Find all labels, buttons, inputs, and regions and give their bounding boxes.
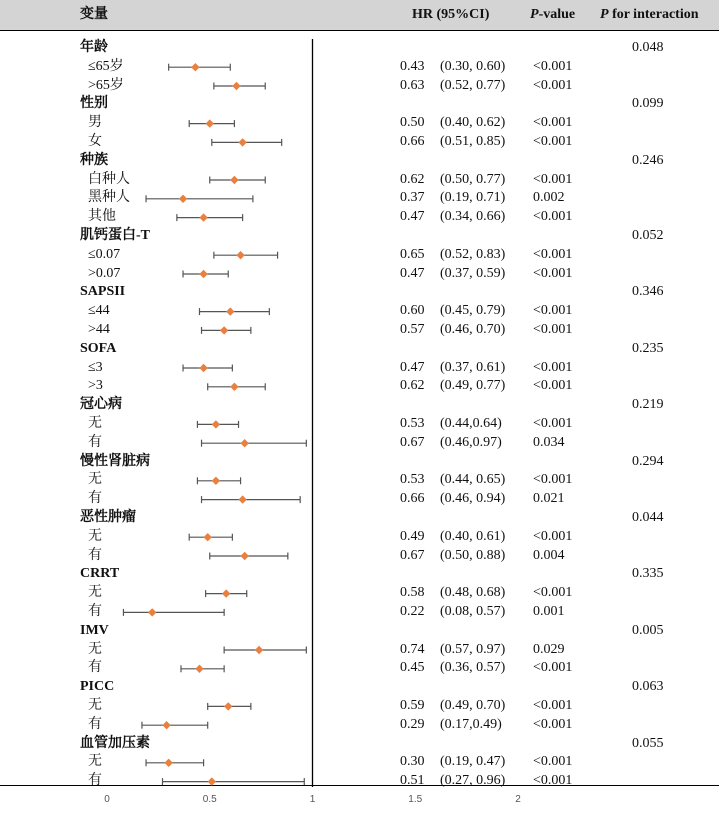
p-value: 0.001 [533, 604, 565, 619]
hr-marker [148, 608, 156, 616]
hr-value: 0.74 [400, 641, 425, 657]
group-label: 恶性肿瘤 [80, 510, 136, 525]
subgroup-label: 无 [88, 698, 102, 713]
p-value: <0.001 [533, 660, 573, 676]
hr-value: 0.59 [400, 698, 425, 713]
ci-value: (0.51, 0.85) [440, 134, 506, 149]
hr-marker [220, 326, 228, 334]
subgroup-label: 男 [88, 115, 102, 131]
ci-value: (0.17,0.49) [440, 716, 502, 732]
hr-marker [199, 364, 207, 372]
hr-value: 0.53 [400, 472, 425, 488]
subgroup-label: ≤0.07 [88, 246, 121, 262]
p-value: <0.001 [533, 77, 573, 93]
p-value: <0.001 [533, 209, 573, 225]
group-label: 血管加压素 [80, 735, 150, 751]
p-interaction-value: 0.219 [632, 397, 664, 413]
hr-marker [240, 439, 248, 447]
hr-marker [255, 646, 263, 654]
hr-value: 0.45 [400, 660, 425, 676]
ci-value: (0.34, 0.66) [440, 209, 506, 225]
p-value: <0.001 [533, 322, 573, 337]
header-pvalue: P-value [530, 7, 576, 22]
p-value: 0.029 [533, 641, 565, 657]
p-interaction-value: 0.294 [632, 453, 664, 469]
header-p-interaction: P for interaction [600, 7, 699, 22]
subgroup-label: 女 [88, 134, 102, 149]
hr-marker [199, 213, 207, 221]
p-interaction-value: 0.044 [632, 510, 664, 525]
hr-value: 0.62 [400, 378, 425, 394]
subgroup-label: 黑种人 [88, 190, 130, 206]
subgroup-label: 有 [88, 716, 102, 732]
p-value: <0.001 [533, 528, 573, 544]
p-value: <0.001 [533, 359, 573, 375]
ci-value: (0.36, 0.57) [440, 660, 506, 676]
x-tick-label: 1 [309, 794, 316, 805]
subgroup-label: 有 [88, 434, 102, 450]
hr-marker [199, 270, 207, 278]
subgroup-label: 有 [88, 773, 102, 789]
p-value: <0.001 [533, 246, 573, 262]
p-interaction-value: 0.063 [632, 679, 664, 695]
ci-value: (0.44, 0.65) [440, 472, 506, 488]
hr-value: 0.66 [400, 134, 425, 149]
group-label: 种族 [80, 152, 108, 168]
hr-marker [208, 777, 216, 785]
subgroup-label: 有 [88, 547, 102, 563]
ci-value: (0.27, 0.96) [440, 773, 506, 789]
p-value: <0.001 [533, 134, 573, 149]
hr-marker [240, 552, 248, 560]
hr-value: 0.62 [400, 171, 425, 187]
ci-value: (0.19, 0.71) [440, 190, 506, 206]
hr-value: 0.30 [400, 754, 425, 770]
group-label: 冠心病 [80, 397, 122, 413]
ci-value: (0.08, 0.57) [440, 604, 506, 619]
x-tick-label: 0 [104, 794, 110, 805]
p-interaction-value: 0.055 [632, 735, 664, 751]
hr-value: 0.66 [400, 491, 425, 507]
ci-value: (0.46, 0.94) [440, 491, 506, 507]
hr-value: 0.47 [400, 265, 425, 281]
group-label: 性别 [80, 96, 108, 112]
hr-value: 0.47 [400, 359, 425, 375]
ci-value: (0.37, 0.61) [440, 359, 506, 375]
p-value: <0.001 [533, 754, 573, 770]
hr-marker [238, 495, 246, 503]
hr-value: 0.57 [400, 322, 425, 337]
hr-marker [206, 119, 214, 127]
subgroup-label: ≤65岁 [88, 58, 124, 74]
hr-marker [212, 477, 220, 485]
p-value: <0.001 [533, 58, 573, 74]
hr-value: 0.60 [400, 303, 425, 319]
ci-value: (0.40, 0.62) [440, 115, 506, 131]
subgroup-label: >65岁 [88, 77, 124, 93]
subgroup-label: 无 [88, 416, 102, 431]
group-label: IMV [80, 622, 109, 638]
p-value: <0.001 [533, 472, 573, 488]
subgroup-label: 其他 [88, 209, 116, 225]
hr-value: 0.51 [400, 773, 425, 789]
ci-value: (0.40, 0.61) [440, 528, 506, 544]
hr-marker [232, 82, 240, 90]
hr-value: 0.29 [400, 716, 425, 732]
hr-marker [236, 251, 244, 259]
subgroup-label: ≤3 [88, 359, 103, 375]
x-tick-label: 2 [515, 794, 521, 805]
subgroup-label: >3 [88, 378, 103, 394]
subgroup-label: 有 [88, 660, 102, 676]
ci-value: (0.30, 0.60) [440, 58, 506, 74]
hr-marker [230, 176, 238, 184]
p-interaction-value: 0.052 [632, 228, 664, 243]
hr-marker [191, 63, 199, 71]
p-value: <0.001 [533, 716, 573, 732]
p-value: 0.034 [533, 434, 565, 450]
ci-value: (0.49, 0.70) [440, 698, 506, 713]
p-value: <0.001 [533, 773, 573, 789]
p-value: <0.001 [533, 698, 573, 713]
ci-value: (0.46, 0.70) [440, 322, 506, 337]
group-label: PICC [80, 679, 115, 695]
hr-marker [195, 665, 203, 673]
hr-value: 0.65 [400, 246, 425, 262]
p-interaction-value: 0.048 [632, 40, 664, 55]
ci-value: (0.49, 0.77) [440, 378, 506, 394]
p-value: 0.002 [533, 190, 565, 206]
hr-value: 0.67 [400, 434, 425, 450]
subgroup-label: 有 [88, 604, 102, 619]
hr-value: 0.47 [400, 209, 425, 225]
ci-value: (0.52, 0.83) [440, 246, 506, 262]
hr-marker [226, 307, 234, 315]
ci-value: (0.45, 0.79) [440, 303, 506, 319]
header-variable: 变量 [80, 7, 108, 22]
hr-value: 0.67 [400, 547, 425, 563]
x-tick-label: 1.5 [408, 794, 423, 805]
ci-value: (0.46,0.97) [440, 434, 502, 450]
subgroup-label: 白种人 [88, 171, 130, 187]
subgroup-label: 无 [88, 754, 102, 770]
group-label: 年龄 [80, 40, 108, 55]
hr-marker [238, 138, 246, 146]
p-interaction-value: 0.235 [632, 340, 664, 356]
header-hr: HR (95%CI) [412, 7, 490, 22]
hr-marker [164, 759, 172, 767]
ci-value: (0.19, 0.47) [440, 754, 506, 770]
subgroup-label: 无 [88, 585, 102, 601]
ci-value: (0.44,0.64) [440, 416, 502, 431]
p-interaction-value: 0.005 [632, 622, 664, 638]
hr-value: 0.50 [400, 115, 425, 131]
p-value: <0.001 [533, 416, 573, 431]
p-value: <0.001 [533, 171, 573, 187]
p-value: <0.001 [533, 265, 573, 281]
hr-value: 0.49 [400, 528, 425, 544]
hr-marker [230, 383, 238, 391]
subgroup-label: ≤44 [88, 303, 110, 319]
p-value: <0.001 [533, 115, 573, 131]
hr-value: 0.58 [400, 585, 425, 601]
subgroup-label: 无 [88, 528, 102, 544]
p-value: 0.004 [533, 547, 565, 563]
group-label: CRRT [80, 566, 120, 582]
x-tick-label: 0.5 [202, 794, 217, 805]
p-interaction-value: 0.246 [632, 152, 664, 168]
hr-value: 0.37 [400, 190, 425, 206]
subgroup-label: 无 [88, 472, 102, 488]
hr-value: 0.53 [400, 416, 425, 431]
ci-value: (0.50, 0.88) [440, 547, 506, 563]
ci-value: (0.52, 0.77) [440, 77, 506, 93]
subgroup-label: >44 [88, 322, 110, 337]
hr-marker [203, 533, 211, 541]
p-interaction-value: 0.099 [632, 96, 664, 112]
hr-marker [212, 420, 220, 428]
ci-value: (0.57, 0.97) [440, 641, 506, 657]
ci-value: (0.37, 0.59) [440, 265, 506, 281]
group-label: 肌钙蛋白-T [80, 228, 150, 243]
group-label: SOFA [80, 340, 117, 356]
ci-value: (0.48, 0.68) [440, 585, 506, 601]
group-label: SAPSII [80, 284, 126, 300]
subgroup-label: 无 [88, 641, 102, 657]
p-value: <0.001 [533, 585, 573, 601]
p-value: <0.001 [533, 378, 573, 394]
p-interaction-value: 0.346 [632, 284, 664, 300]
hr-marker [179, 195, 187, 203]
subgroup-label: 有 [88, 491, 102, 507]
p-value: <0.001 [533, 303, 573, 319]
hr-value: 0.43 [400, 58, 425, 74]
hr-value: 0.22 [400, 604, 425, 619]
p-value: 0.021 [533, 491, 565, 507]
p-interaction-value: 0.335 [632, 566, 664, 582]
hr-marker [222, 589, 230, 597]
ci-value: (0.50, 0.77) [440, 171, 506, 187]
hr-value: 0.63 [400, 77, 425, 93]
group-label: 慢性肾脏病 [80, 453, 150, 469]
subgroup-label: >0.07 [88, 265, 121, 281]
hr-marker [224, 702, 232, 710]
hr-marker [162, 721, 170, 729]
